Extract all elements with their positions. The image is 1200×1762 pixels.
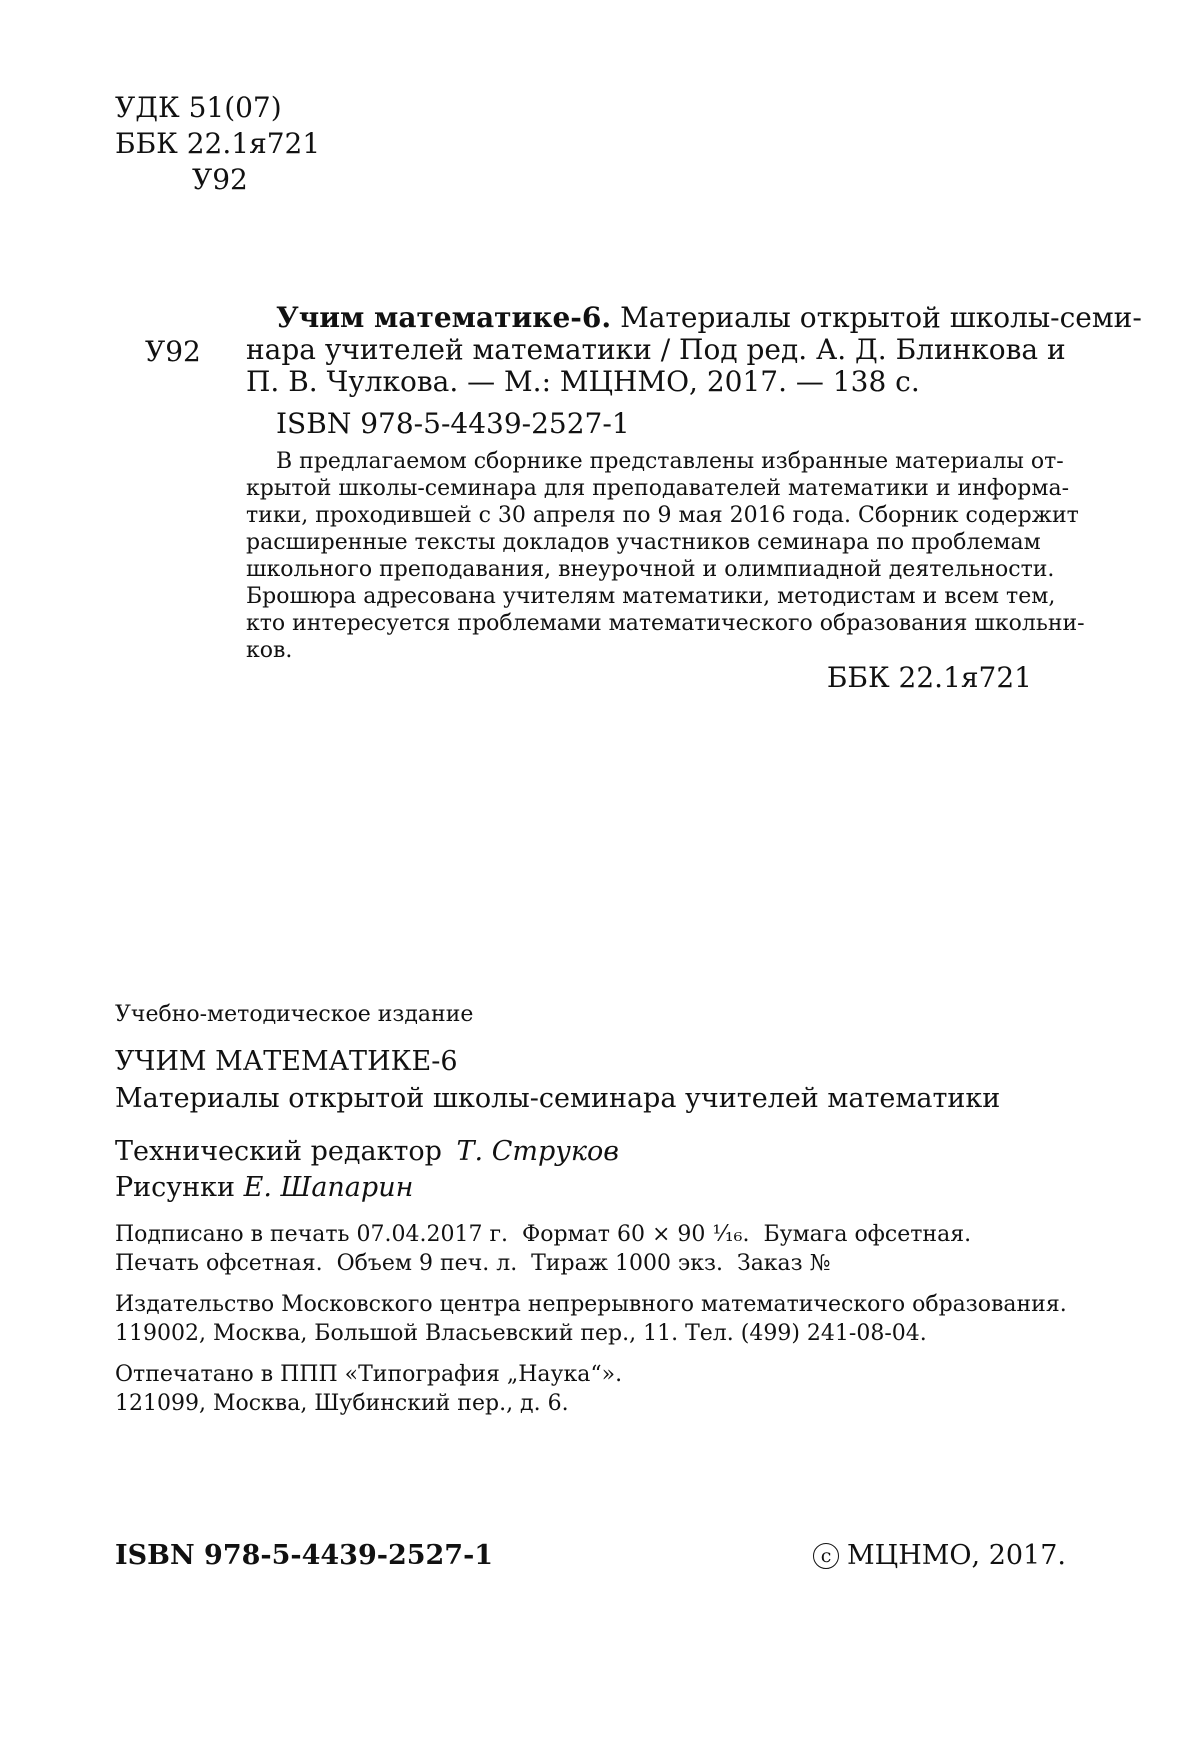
annotation-line: тики, проходившей с 30 апреля по 9 мая 2016 года. Сборник содержит — [246, 503, 1079, 528]
annotation-line: ков. — [246, 638, 293, 663]
biblio-author-mark: У92 — [145, 335, 201, 368]
edition-type: Учебно-методическое издание — [115, 1002, 474, 1027]
biblio-line-2: нара учителей математики / Под ред. А. Д. Блинкова и — [246, 333, 1066, 366]
drawings-name: Е. Шапарин — [243, 1172, 414, 1203]
annotation-line: Брошюра адресована учителям математики, методистам и всем тем, — [246, 584, 1056, 609]
print-details-2: Печать офсетная. Объем 9 печ. л. Тираж 1000 экз. Заказ № — [115, 1251, 831, 1276]
imprint-title: УЧИМ МАТЕМАТИКЕ-6 — [115, 1046, 458, 1077]
annotation-line: школьного преподавания, внеурочной и олимпиадной деятельности. — [246, 557, 1055, 582]
udk-code: УДК 51(07) — [115, 91, 282, 124]
isbn-footer: ISBN 978-5-4439-2527-1 — [115, 1540, 494, 1571]
biblio-line-1 — [246, 301, 1142, 334]
copyright-text: МЦНМО, 2017. — [847, 1540, 1066, 1571]
annotation-line: расширенные тексты докладов участников семинара по проблемам — [246, 530, 1041, 555]
copyright — [813, 1538, 1066, 1574]
annotation-line: кто интересуется проблемами математического образования школьни- — [246, 611, 1085, 636]
book-title: Учим математике-6. — [276, 301, 612, 334]
print-details-1: Подписано в печать 07.04.2017 г. Формат 60 × 90 ¹⁄₁₆. Бумага офсетная. — [115, 1222, 972, 1247]
drawings-credit — [115, 1170, 413, 1206]
tech-editor-name: Т. Струков — [456, 1136, 620, 1167]
tech-editor-label: Технический редактор — [115, 1136, 442, 1167]
bibliographic-record — [246, 301, 1142, 412]
annotation — [246, 448, 1085, 668]
printer-address: 121099, Москва, Шубинский пер., д. 6. — [115, 1391, 569, 1416]
author-mark: У92 — [192, 163, 248, 196]
printer-name: Отпечатано в ППП «Типография „Наука“». — [115, 1362, 623, 1387]
isbn-top: ISBN 978-5-4439-2527-1 — [276, 407, 630, 440]
annotation-line: крытой школы-семинара для преподавателей математики и информа- — [246, 476, 1070, 501]
biblio-line-3: П. В. Чулкова. — М.: МЦНМО, 2017. — 138 с. — [246, 365, 920, 398]
imprint-subtitle: Материалы открытой школы-семинара учителей математики — [115, 1083, 1001, 1114]
publisher-name: Издательство Московского центра непрерывного математического образования. — [115, 1292, 1067, 1317]
drawings-label: Рисунки — [115, 1172, 236, 1203]
publisher-address: 119002, Москва, Большой Власьевский пер., 11. Тел. (499) 241-08-04. — [115, 1321, 927, 1346]
copyright-icon: c — [813, 1543, 839, 1569]
biblio-line-1-rest: Материалы открытой школы-семи- — [620, 301, 1142, 334]
annotation-line: В предлагаемом сборнике представлены избранные материалы от- — [276, 449, 1064, 474]
bbk-code: ББК 22.1я721 — [115, 127, 321, 160]
bbk-code-right: ББК 22.1я721 — [826, 661, 1032, 694]
tech-editor — [115, 1134, 619, 1170]
